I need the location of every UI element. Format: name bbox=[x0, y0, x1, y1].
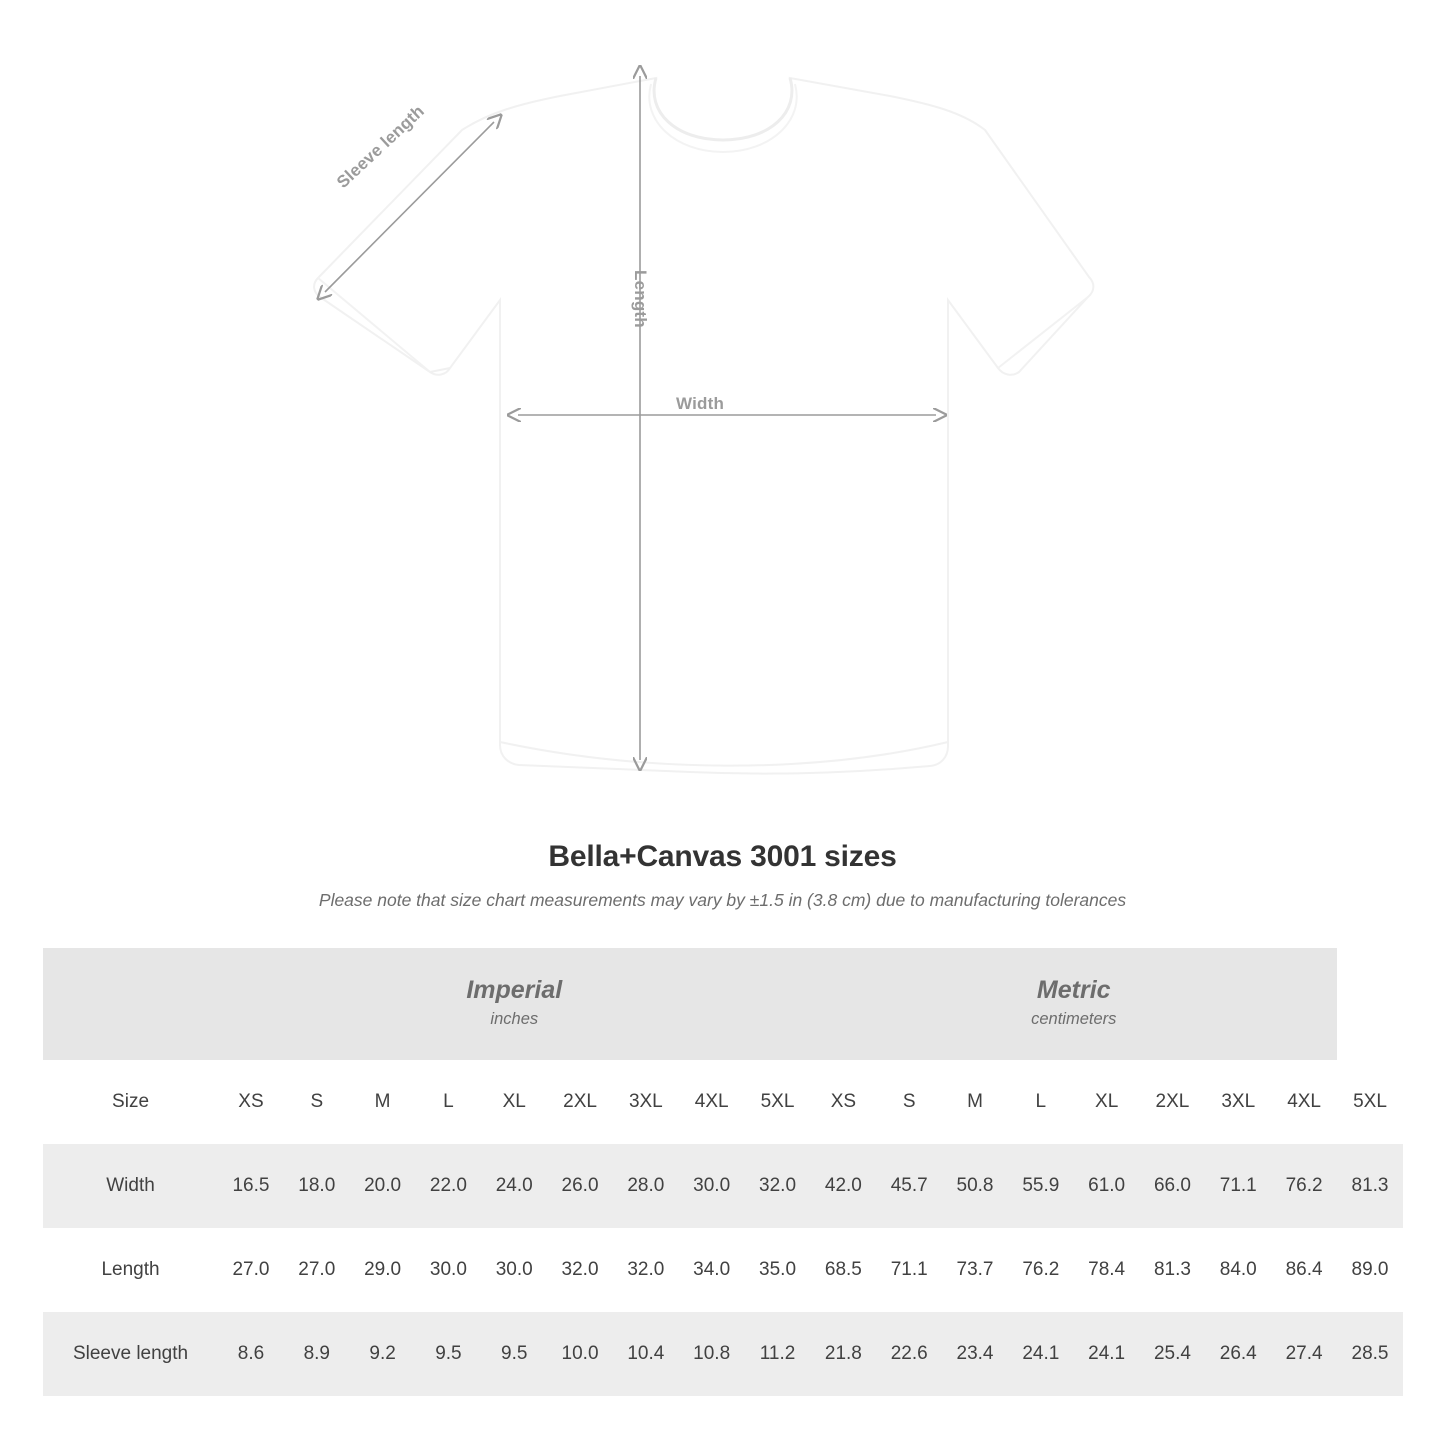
row-label-length: Length bbox=[43, 1228, 218, 1312]
table-cell: 22.0 bbox=[416, 1144, 482, 1228]
unit-header-row bbox=[43, 948, 1403, 1060]
table-cell: 35.0 bbox=[745, 1228, 811, 1312]
table-cell: 81.3 bbox=[1337, 1144, 1403, 1228]
page-title: Bella+Canvas 3001 sizes bbox=[548, 840, 897, 873]
table-cell: 61.0 bbox=[1074, 1144, 1140, 1228]
table-cell: 76.2 bbox=[1271, 1144, 1337, 1228]
table-cell: 28.0 bbox=[613, 1144, 679, 1228]
table-cell: 30.0 bbox=[481, 1228, 547, 1312]
sleeve-length-label: Sleeve length bbox=[333, 101, 429, 192]
table-cell: 84.0 bbox=[1205, 1228, 1271, 1312]
table-cell: 9.2 bbox=[350, 1312, 416, 1396]
table-cell: 45.7 bbox=[876, 1144, 942, 1228]
table-cell: 21.8 bbox=[810, 1312, 876, 1396]
table-row bbox=[43, 1144, 1403, 1228]
table-cell: 30.0 bbox=[679, 1144, 745, 1228]
unit-group-metric-sub: centimeters bbox=[1031, 1010, 1117, 1029]
table-cell: 86.4 bbox=[1271, 1228, 1337, 1312]
unit-group-imperial bbox=[218, 948, 810, 1060]
table-cell: 25.4 bbox=[1140, 1312, 1206, 1396]
table-row bbox=[43, 1228, 1403, 1312]
length-label: Length bbox=[631, 270, 650, 328]
table-cell: 11.2 bbox=[745, 1312, 811, 1396]
table-cell: 27.4 bbox=[1271, 1312, 1337, 1396]
unit-group-imperial-name: Imperial bbox=[466, 976, 563, 1005]
size-header-cell: 4XL bbox=[1271, 1060, 1337, 1144]
size-header-cell: XL bbox=[481, 1060, 547, 1144]
table-cell: 71.1 bbox=[1205, 1144, 1271, 1228]
table-cell: 42.0 bbox=[810, 1144, 876, 1228]
row-label-sleeve-length: Sleeve length bbox=[43, 1312, 218, 1396]
size-header-cell: S bbox=[284, 1060, 350, 1144]
table-cell: 55.9 bbox=[1008, 1144, 1074, 1228]
size-header-cell: XS bbox=[810, 1060, 876, 1144]
row-label-width: Width bbox=[43, 1144, 218, 1228]
table-cell: 8.6 bbox=[218, 1312, 284, 1396]
size-header-cell: L bbox=[1008, 1060, 1074, 1144]
unit-header-spacer bbox=[43, 948, 218, 1060]
table-cell: 24.1 bbox=[1074, 1312, 1140, 1396]
size-header-cell: 2XL bbox=[1140, 1060, 1206, 1144]
table-cell: 29.0 bbox=[350, 1228, 416, 1312]
table-cell: 9.5 bbox=[416, 1312, 482, 1396]
table-cell: 10.4 bbox=[613, 1312, 679, 1396]
table-cell: 76.2 bbox=[1008, 1228, 1074, 1312]
table-cell: 32.0 bbox=[613, 1228, 679, 1312]
table-cell: 28.5 bbox=[1337, 1312, 1403, 1396]
size-header-cell: S bbox=[876, 1060, 942, 1144]
table-cell: 34.0 bbox=[679, 1228, 745, 1312]
table-cell: 68.5 bbox=[810, 1228, 876, 1312]
table-cell: 26.4 bbox=[1205, 1312, 1271, 1396]
table-cell: 73.7 bbox=[942, 1228, 1008, 1312]
table-cell: 16.5 bbox=[218, 1144, 284, 1228]
size-header-cell: XS bbox=[218, 1060, 284, 1144]
unit-group-metric bbox=[810, 948, 1337, 1060]
table-cell: 9.5 bbox=[481, 1312, 547, 1396]
size-table bbox=[43, 948, 1403, 1396]
table-cell: 24.0 bbox=[481, 1144, 547, 1228]
table-cell: 10.0 bbox=[547, 1312, 613, 1396]
table-cell: 23.4 bbox=[942, 1312, 1008, 1396]
table-cell: 89.0 bbox=[1337, 1228, 1403, 1312]
table-cell: 66.0 bbox=[1140, 1144, 1206, 1228]
unit-group-metric-name: Metric bbox=[1036, 976, 1111, 1005]
size-header-cell: 5XL bbox=[745, 1060, 811, 1144]
width-label: Width bbox=[676, 394, 725, 413]
size-header-cell: M bbox=[942, 1060, 1008, 1144]
table-cell: 20.0 bbox=[350, 1144, 416, 1228]
table-cell: 27.0 bbox=[284, 1228, 350, 1312]
table-cell: 8.9 bbox=[284, 1312, 350, 1396]
table-cell: 50.8 bbox=[942, 1144, 1008, 1228]
size-header-cell: 3XL bbox=[1205, 1060, 1271, 1144]
title-block bbox=[0, 840, 1445, 911]
table-cell: 30.0 bbox=[416, 1228, 482, 1312]
size-header-cell: L bbox=[416, 1060, 482, 1144]
table-cell: 71.1 bbox=[876, 1228, 942, 1312]
size-header-cell: M bbox=[350, 1060, 416, 1144]
size-header-cell: XL bbox=[1074, 1060, 1140, 1144]
table-cell: 32.0 bbox=[547, 1228, 613, 1312]
tshirt-shape bbox=[314, 78, 1093, 774]
table-cell: 27.0 bbox=[218, 1228, 284, 1312]
table-cell: 24.1 bbox=[1008, 1312, 1074, 1396]
size-header-cell: 4XL bbox=[679, 1060, 745, 1144]
size-header-cell: 3XL bbox=[613, 1060, 679, 1144]
table-row bbox=[43, 1312, 1403, 1396]
table-cell: 78.4 bbox=[1074, 1228, 1140, 1312]
size-header-cell: 5XL bbox=[1337, 1060, 1403, 1144]
size-header-label: Size bbox=[43, 1060, 218, 1144]
table-cell: 81.3 bbox=[1140, 1228, 1206, 1312]
tolerance-note: Please note that size chart measurements may vary by ±1.5 in (3.8 cm) due to manufacturing tolerances bbox=[318, 890, 1127, 910]
table-cell: 18.0 bbox=[284, 1144, 350, 1228]
table-cell: 32.0 bbox=[745, 1144, 811, 1228]
table-cell: 10.8 bbox=[679, 1312, 745, 1396]
size-header-row bbox=[43, 1060, 1403, 1144]
table-cell: 22.6 bbox=[876, 1312, 942, 1396]
table-cell: 26.0 bbox=[547, 1144, 613, 1228]
unit-group-imperial-sub: inches bbox=[490, 1010, 539, 1029]
size-header-cell: 2XL bbox=[547, 1060, 613, 1144]
